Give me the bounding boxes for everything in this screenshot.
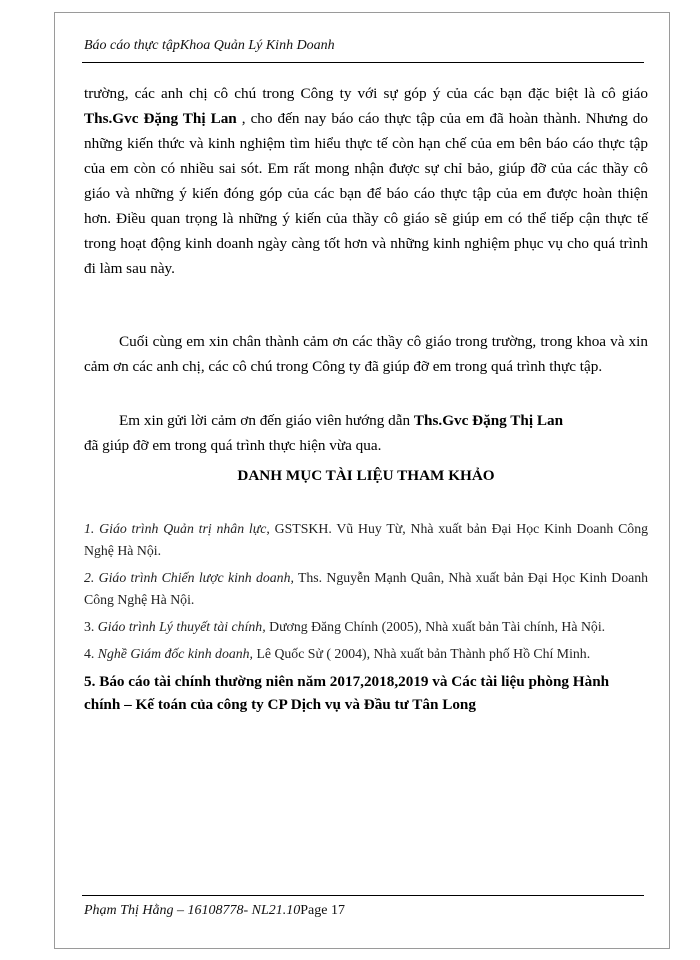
reference-item [84, 567, 648, 611]
reference-item [84, 518, 648, 562]
reference-number: 4. [84, 646, 98, 661]
references-list [84, 518, 648, 716]
paragraph-thanks: Cuối cùng em xin chân thành cảm ơn các thầy cô giáo trong trường, trong khoa và xin cảm ơn các anh chị, các cô chú trong Công ty đã giúp đỡ em trong quá trình thực tập. [84, 333, 648, 375]
reference-details: Ths. Nguyễn Mạnh Quân, Nhà xuất bản Đại Học Kinh Doanh Công Nghệ Hà Nội. [84, 570, 649, 607]
paragraph-acknowledgement [84, 81, 648, 281]
page-number: Page 17 [300, 903, 345, 918]
teacher-name: Ths.Gvc Đặng Thị Lan [413, 412, 564, 429]
reference-details: Lê Quốc Sử ( 2004), Nhà xuất bản Thành phố Hồ Chí Minh. [253, 646, 591, 661]
reference-title: Giáo trình Chiến lược kinh doanh, [98, 570, 294, 585]
references-title: DANH MỤC TÀI LIỆU THAM KHẢO [237, 467, 495, 484]
footer-divider [82, 895, 644, 896]
teacher-name: Ths.Gvc Đặng Thị Lan [84, 110, 237, 127]
reference-item [84, 616, 648, 638]
page-footer [84, 903, 644, 919]
reference-details: Dương Đăng Chính (2005), Nhà xuất bản Tài chính, Hà Nội. [265, 619, 606, 634]
paragraph-text: trường, các anh chị cô chú trong Công ty với sự góp ý của các bạn đặc biệt là cô giáo [84, 85, 648, 102]
reference-title: Giáo trình Lý thuyết tài chính, [97, 619, 266, 634]
reference-number: 3. [84, 619, 98, 634]
reference-title: Nghề Giám đốc kinh doanh, [97, 646, 253, 661]
paragraph-text: Em xin gửi lời cảm ơn đến giáo viên hướng dẫn [119, 412, 414, 429]
reference-title: Giáo trình Quản trị nhân lực [99, 521, 267, 536]
page-header: Báo cáo thực tậpKhoa Quản Lý Kinh Doanh [84, 38, 335, 53]
reference-item [84, 643, 648, 665]
reference-number: 2. [84, 570, 99, 585]
paragraph-text: , cho đến nay báo cáo thực tập của em đã hoàn thành. Nhưng do những kiến thức và kinh nghiệm tìm hiểu thực tế còn hạn chế của em bên báo cáo thực tập của em còn có nhiều sai sót. Em rất mong nhận được sự chỉ bảo, giúp đỡ của các thầy cô giáo và những ý kiến đóng góp của các bạn để báo cáo thực tập của em được hoàn thiện hơn. Điều quan trọng là những ý kiến của thầy cô giáo sẽ giúp em có thể tiếp cận thực tế trong hoạt động kinh doanh ngày càng tốt hơn và những kinh nghiệm phục vụ cho quá trình đi làm sau này. [84, 110, 648, 277]
paragraph-text: đã giúp đỡ em trong quá trình thực hiện vừa qua. [84, 437, 382, 454]
footer-author: Phạm Thị Hằng – 16108778- NL21.10 [84, 903, 301, 918]
header-divider [82, 62, 644, 63]
reference-details: , GSTSKH. Vũ Huy Từ, Nhà xuất bản Đại Học Kinh Doanh Công Nghệ Hà Nội. [84, 521, 648, 558]
paragraph-supervisor [84, 408, 648, 458]
reference-number: 1. [84, 521, 100, 536]
reference-item-bold: 5. Báo cáo tài chính thường niên năm 2017,2018,2019 và Các tài liệu phòng Hành chính – Kế toán của công ty CP Dịch vụ và Đầu tư Tân Long [84, 673, 610, 713]
